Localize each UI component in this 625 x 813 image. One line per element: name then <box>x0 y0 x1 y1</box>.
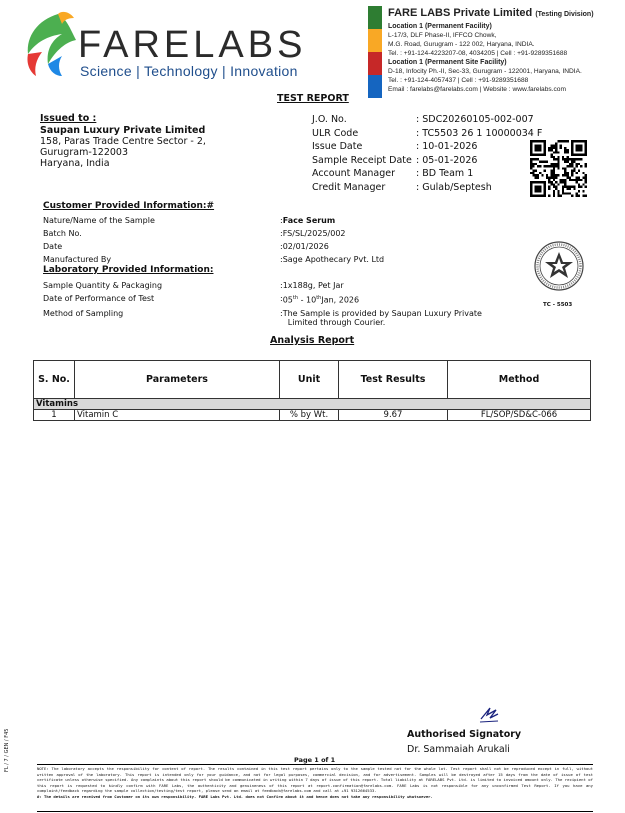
info-label: Date of Performance of Test <box>43 294 155 303</box>
customer-info-row: Date : 02/01/2026 <box>43 242 329 251</box>
signatory-name: Dr. Sammaiah Arukali <box>407 744 510 755</box>
accreditation-seal <box>533 238 585 312</box>
issued-to-label: Issued to : <box>40 113 97 124</box>
info-label: Nature/Name of the Sample <box>43 216 155 225</box>
color-bar <box>368 75 382 98</box>
report-info-row <box>312 113 542 127</box>
info-value: : BD Team 1 <box>416 168 474 180</box>
color-bar <box>368 52 382 75</box>
table-row <box>34 410 591 421</box>
report-info-row <box>312 181 542 195</box>
info-value: FS/SL/2025/002 <box>282 229 346 238</box>
seal-label: TC - 5503 <box>543 302 573 308</box>
location1-line1: L-17/3, DLF Phase-II, IFFCO Chowk, <box>388 32 497 39</box>
sample-name-value: Face Serum <box>282 216 336 225</box>
color-bars <box>368 6 382 98</box>
column-header-unit: Unit <box>280 361 339 399</box>
color-bar <box>368 6 382 29</box>
report-info <box>312 113 542 195</box>
footer-hash-note: #: The details are received from Customer on its own responsibility. FARE Labs Pvt. Ltd. does not Confirm about it and hence does not take any responsibility whatsoever. <box>37 793 433 799</box>
info-label: ULR Code <box>312 127 359 139</box>
footer-disclaimer <box>37 764 593 812</box>
company-logo <box>18 6 338 86</box>
info-value: 1x188g, Pet Jar <box>282 281 344 290</box>
email-line: Email : farelabs@farelabs.com | Website : www.farelabs.com <box>388 86 566 93</box>
customer-address-line: 158, Paras Trade Centre Sector - 2, <box>40 136 206 147</box>
signature-scribble <box>478 704 500 724</box>
cell-sno: 1 <box>34 410 75 421</box>
lab-info <box>43 279 523 327</box>
report-info-row <box>312 127 542 141</box>
color-bar <box>368 29 382 52</box>
column-header-method: Method <box>448 361 591 399</box>
page-number: Page 1 of 1 <box>294 756 336 764</box>
report-info-row <box>312 140 542 154</box>
info-label: Account Manager <box>312 168 396 180</box>
footer-note: NOTE: The laboratory accepts the responsibility for content of report. The results contained in this test report pertains only to the sample tested not for the whole lot. Test report shall not be reproduced except in full, without written approval of the laboratory. This report is intended only for your guidance, and not for legal purposes, commercial decision, and for advertisement. Samples will be destroyed after 15 days from the date of issue of test certificate unless otherwise specified. Any complaints about this report should be communicated in writing within 7 days of issue of this report. Total liability at FARELABS Pvt. Ltd. is limited to invoiced amount only. The recipient of this report is requested to kindly confirm with FARE Labs, the authenticity and genuineness of this report at report.confirmation@farelabs.com. FARE Labs is not responsible for any unconfirmed Test Report. If you have any complaint/feedback regarding the sample collection/testing/test report, please send an email at feedback@farelabs.com and call at +91 9312664533. <box>37 766 593 794</box>
customer-name: Saupan Luxury Private Limited <box>40 125 206 136</box>
report-info-row <box>312 167 542 181</box>
info-label: J.O. No. <box>312 114 347 125</box>
report-title: TEST REPORT <box>277 93 349 104</box>
info-label: Issue Date <box>312 141 363 153</box>
info-label: Batch No. <box>43 229 82 238</box>
report-info-row <box>312 154 542 168</box>
issued-to-block <box>40 113 270 169</box>
sampling-method-value: The Sample is provided by Saupan Luxury Private Limited through Courier. <box>282 308 482 327</box>
customer-info <box>43 214 523 266</box>
brand-name: FARELABS <box>78 24 307 66</box>
customer-address-line: Haryana, India <box>40 158 110 169</box>
info-label: Date <box>43 242 63 251</box>
lab-info-row: Sample Quantity & Packaging : 1x188g, Pet Jar <box>43 281 344 290</box>
info-value: : Gulab/Septesh <box>416 181 492 193</box>
info-value: : 10-01-2026 <box>416 141 478 153</box>
table-header-row <box>34 361 591 399</box>
qr-code-icon <box>530 140 587 197</box>
customer-info-title: Customer Provided Information:# <box>43 201 215 211</box>
info-label: Credit Manager <box>312 181 386 193</box>
analysis-title: Analysis Report <box>270 335 355 346</box>
column-header-sno: S. No. <box>34 361 75 399</box>
group-row <box>34 399 591 410</box>
signatory-title: Authorised Signatory <box>407 729 522 740</box>
nabl-seal-icon <box>533 238 585 300</box>
results-table <box>33 360 591 421</box>
form-code: FL / 7 / GEN / F45 <box>4 728 10 772</box>
customer-address-line: Gurugram-122003 <box>40 147 129 158</box>
info-label: Method of Sampling <box>43 308 124 318</box>
cell-result: 9.67 <box>339 410 448 421</box>
location1-line2: M.G. Road, Gurugram - 122 002, Haryana, INDIA. <box>388 41 535 48</box>
customer-info-row: Nature/Name of the Sample : Face Serum <box>43 216 336 225</box>
location1-title: Location 1 (Permanent Facility) <box>388 23 492 30</box>
info-value: : TC5503 26 1 10000034 F <box>416 127 543 139</box>
info-value: 02/01/2026 <box>282 242 329 251</box>
brand-tagline: Science | Technology | Innovation <box>80 63 298 79</box>
cell-method: FL/SOP/SD&C-066 <box>448 410 591 421</box>
company-address-block <box>368 6 620 98</box>
test-date-value: 05th - 10thJan, 2026 <box>282 295 360 305</box>
location2-title: Location 1 (Permanent Site Facility) <box>388 59 507 66</box>
lab-info-row: Date of Performance of Test : 05th - 10thJan, 2026 <box>43 294 360 305</box>
lab-info-row: Method of Sampling : The Sample is provided by Saupan Luxury Private Limited through Courier. <box>43 308 482 327</box>
column-header-parameters: Parameters <box>75 361 280 399</box>
location2-line1: D-18, Infocity Ph.-II, Sec-33, Gurugram - 122001, Haryana, INDIA. <box>388 68 582 75</box>
lab-info-title: Laboratory Provided Information: <box>43 265 214 275</box>
info-value: : SDC20260105-002-007 <box>416 114 534 125</box>
info-value: Sage Apothecary Pvt. Ltd <box>282 255 385 264</box>
group-label: Vitamins <box>34 399 591 410</box>
location1-line3: Tel. : +91-124-4223207-08, 4034205 | Cell : +91-9289351688 <box>388 50 568 57</box>
customer-info-row: Manufactured By : Sage Apothecary Pvt. Ltd <box>43 255 385 264</box>
company-name: FARE LABS Private Limited (Testing Division) <box>388 7 594 19</box>
location2-line2: Tel. : +91-124-4057437 | Cell : +91-9289351688 <box>388 77 529 84</box>
customer-info-row: Batch No. : FS/SL/2025/002 <box>43 229 346 238</box>
column-header-test-results: Test Results <box>339 361 448 399</box>
info-value: : 05-01-2026 <box>416 154 478 166</box>
info-label: Sample Receipt Date <box>312 154 412 166</box>
info-label: Sample Quantity & Packaging <box>43 281 163 290</box>
logo-swoosh-icon <box>18 6 78 86</box>
info-label: Manufactured By <box>43 255 112 264</box>
cell-unit: % by Wt. <box>280 410 339 421</box>
cell-parameter: Vitamin C <box>75 410 280 421</box>
